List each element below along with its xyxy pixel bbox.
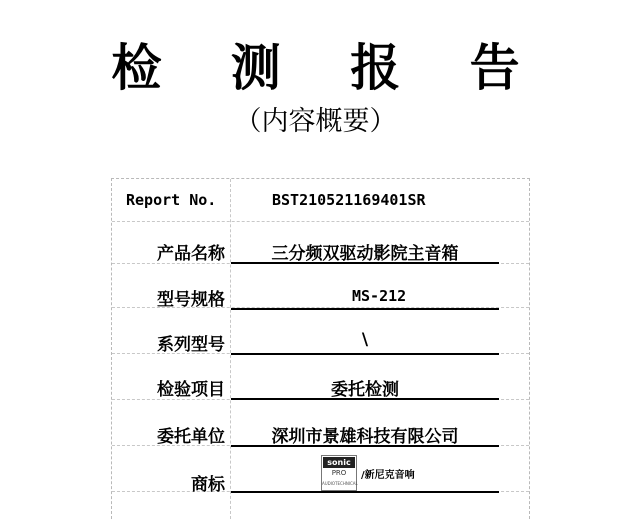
report-title: 检 测 报 告	[111, 38, 546, 97]
report-number-label: Report No.	[126, 191, 217, 209]
client-label: 委托单位	[157, 427, 225, 447]
model-label: 型号规格	[157, 290, 225, 310]
trademark-caption: /新尼克音响	[361, 470, 415, 481]
field-underline	[231, 398, 499, 400]
report-subtitle: （内容概要）	[234, 106, 397, 137]
test-item-label: 检验项目	[157, 380, 225, 400]
logo-sub: PRO	[331, 469, 347, 477]
product-name-label: 产品名称	[157, 244, 225, 264]
trademark-logo	[321, 455, 357, 491]
field-underline	[231, 445, 499, 447]
row-divider	[112, 221, 529, 222]
trademark-label: 商标	[191, 475, 225, 495]
field-underline	[231, 308, 499, 310]
field-underline	[231, 353, 499, 355]
series-label: 系列型号	[157, 335, 225, 355]
logo-wordmark: sonic	[323, 457, 355, 468]
product-name-value: 三分频双驱动影院主音箱	[271, 244, 459, 264]
logo-tagline: AUDIOTECHNICAL	[322, 481, 358, 486]
report-number-value: BST210521169401SR	[272, 191, 426, 209]
client-value: 深圳市景雄科技有限公司	[271, 427, 459, 447]
model-value: MS-212	[352, 287, 407, 305]
field-underline	[231, 262, 499, 264]
series-value: \	[361, 330, 369, 350]
field-underline	[231, 491, 499, 493]
test-item-value: 委托检测	[331, 380, 399, 400]
